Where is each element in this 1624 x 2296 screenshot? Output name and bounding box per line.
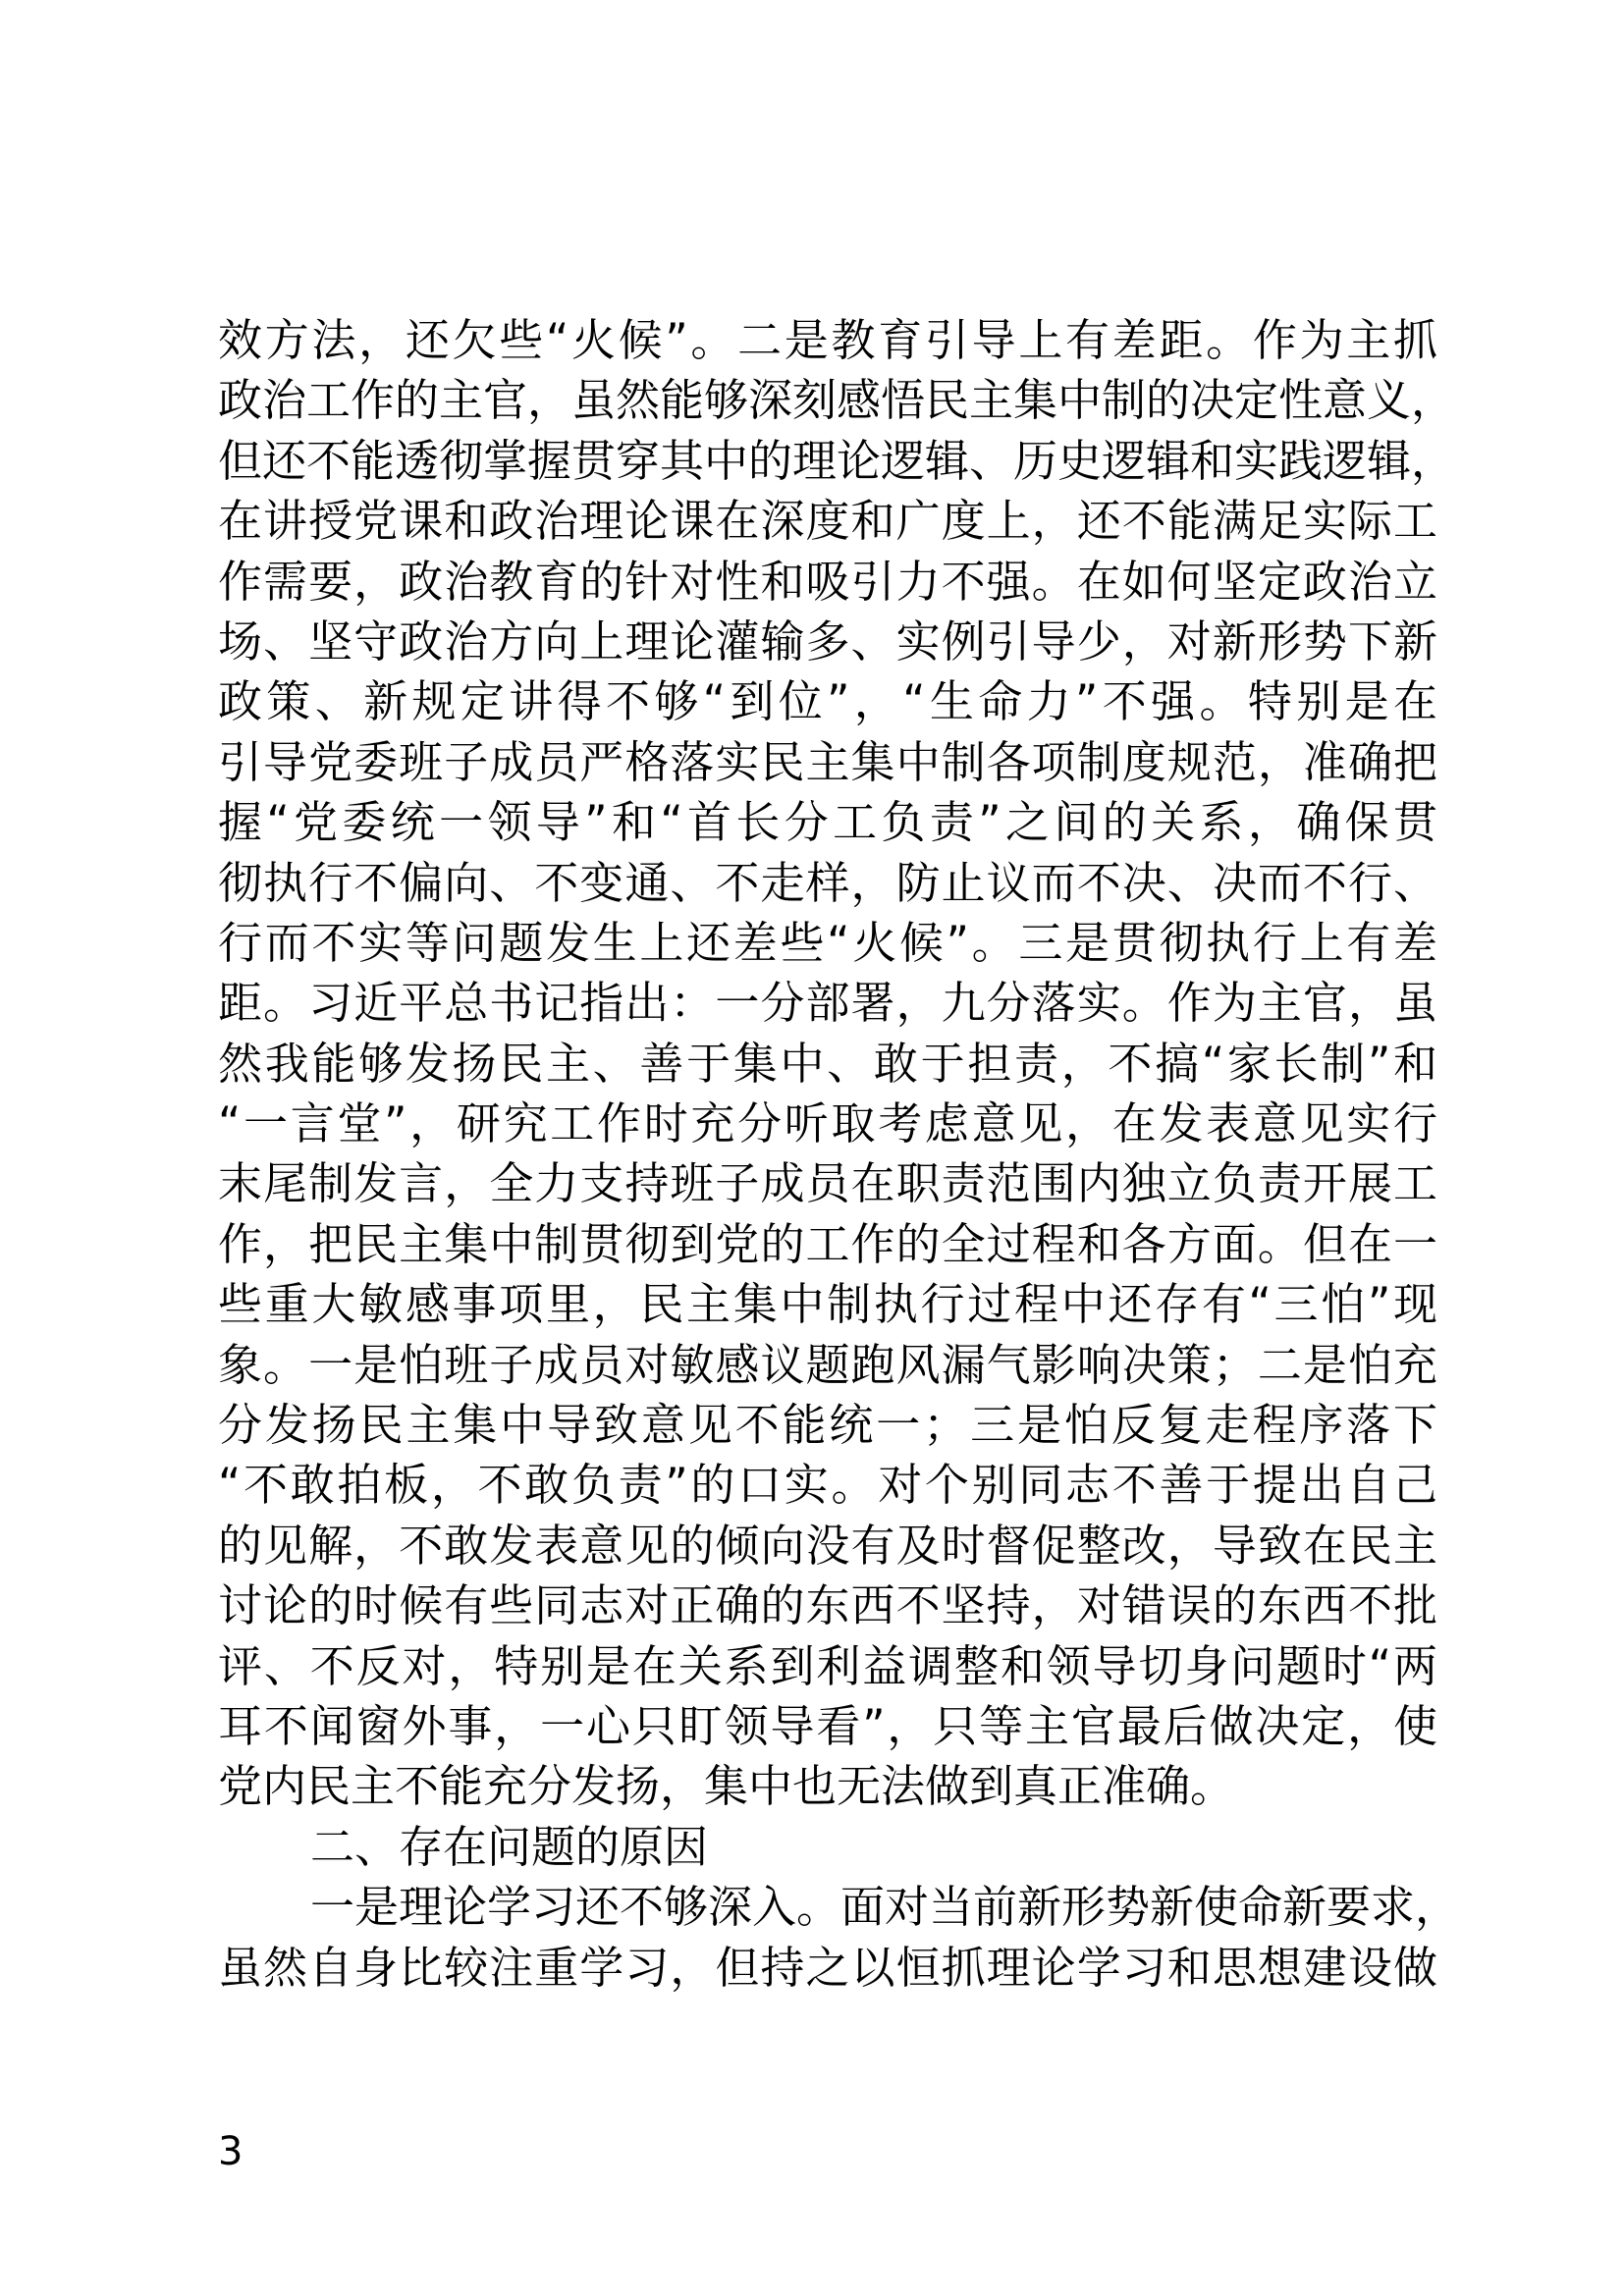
text-line: 距。习近平总书记指出：一分部署，九分落实。作为主官，虽: [218, 977, 1437, 1030]
text-line: 分发扬民主集中导致意见不能统一；三是怕反复走程序落下: [218, 1399, 1437, 1452]
text-line: 效方法，还欠些“火候”。二是教育引导上有差距。作为主抓: [218, 314, 1437, 366]
text-line: 行而不实等问题发生上还差些“火候”。三是贯彻执行上有差: [218, 916, 1437, 969]
text-line: 的见解，不敢发表意见的倾向没有及时督促整改，导致在民主: [218, 1519, 1437, 1572]
text-line: 一是理论学习还不够深入。面对当前新形势新使命新要求，: [310, 1881, 1460, 1934]
text-line: “不敢拍板，不敢负责”的口实。对个别同志不善于提出自己: [218, 1459, 1437, 1512]
text-line: 彻执行不偏向、不变通、不走样，防止议而不决、决而不行、: [218, 856, 1437, 909]
section-heading: 二、存在问题的原因: [310, 1820, 709, 1873]
text-line: 虽然自身比较注重学习，但持之以恒抓理论学习和思想建设做: [218, 1941, 1437, 1994]
text-line: 但还不能透彻掌握贯穿其中的理论逻辑、历史逻辑和实践逻辑，: [218, 434, 1456, 487]
text-line: 些重大敏感事项里，民主集中制执行过程中还存有“三怕”现: [218, 1278, 1437, 1331]
text-line: 政治工作的主官，虽然能够深刻感悟民主集中制的决定性意义，: [218, 374, 1456, 427]
text-line: 作需要，政治教育的针对性和吸引力不强。在如何坚定政治立: [218, 555, 1437, 608]
text-line: 场、坚守政治方向上理论灌输多、实例引导少，对新形势下新: [218, 614, 1437, 667]
page-number: 3: [218, 2129, 244, 2174]
text-line: 握“党委统一领导”和“首长分工负责”之间的关系，确保贯: [218, 796, 1437, 849]
text-line: 评、不反对，特别是在关系到利益调整和领导切身问题时“两: [218, 1639, 1437, 1692]
text-line: 引导党委班子成员严格落实民主集中制各项制度规范，准确把: [218, 735, 1437, 788]
text-line: 作，把民主集中制贯彻到党的工作的全过程和各方面。但在一: [218, 1217, 1437, 1270]
text-line: 讨论的时候有些同志对正确的东西不坚持，对错误的东西不批: [218, 1579, 1437, 1632]
text-line: 党内民主不能充分发扬，集中也无法做到真正准确。: [218, 1760, 1235, 1813]
text-line: 政策、新规定讲得不够“到位”，“生命力”不强。特别是在: [218, 675, 1437, 728]
text-line: 然我能够发扬民主、善于集中、敢于担责，不搞“家长制”和: [218, 1037, 1437, 1090]
text-line: “一言堂”，研究工作时充分听取考虑意见，在发表意见实行: [218, 1097, 1437, 1150]
text-line: 耳不闻窗外事，一心只盯领导看”，只等主官最后做决定，使: [218, 1699, 1437, 1752]
text-line: 末尾制发言，全力支持班子成员在职责范围内独立负责开展工: [218, 1157, 1437, 1210]
text-line: 在讲授党课和政治理论课在深度和广度上，还不能满足实际工: [218, 495, 1437, 548]
text-line: 象。一是怕班子成员对敏感议题跑风漏气影响决策；二是怕充: [218, 1338, 1437, 1391]
body-text: [218, 310, 1460, 1998]
